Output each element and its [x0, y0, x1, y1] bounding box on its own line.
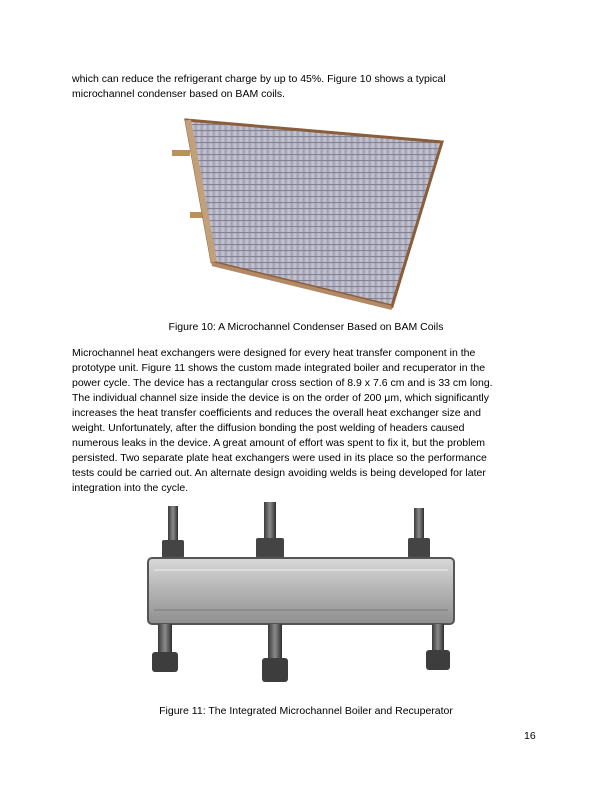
- page-number: 16: [524, 730, 536, 742]
- bottom-fitting-right: [426, 624, 450, 670]
- intro-line: which can reduce the refrigerant charge by up to 45%. Figure 10 shows a typical: [72, 73, 446, 85]
- body-line: persisted. Two separate plate heat exchangers were used in its place so the performance: [72, 452, 487, 464]
- heat-exchanger-block: [148, 558, 454, 624]
- figure-10-caption: Figure 10: A Microchannel Condenser Based on BAM Coils: [168, 321, 444, 333]
- boiler-recuperator-photo: [140, 500, 460, 690]
- intro-paragraph: [72, 72, 542, 102]
- bottom-fitting-left: [152, 624, 178, 672]
- top-fitting-center: [256, 502, 284, 558]
- body-line: The individual channel size inside the device is on the order of 200 μm, which significantly: [72, 392, 489, 404]
- inlet-pipe: [172, 150, 190, 156]
- body-line: weight. Unfortunately, after the diffusion bonding the post welding of headers caused: [72, 422, 465, 434]
- top-fitting-left: [162, 506, 184, 558]
- top-fitting-right: [408, 508, 430, 558]
- body-paragraph: [72, 346, 542, 496]
- bottom-fitting-center: [262, 624, 288, 682]
- body-line: increases the heat transfer coefficients and reduces the overall heat exchanger size and: [72, 407, 481, 419]
- condenser-body: [186, 120, 442, 306]
- body-line: power cycle. The device has a rectangular cross section of 8.9 x 7.6 cm and is 33 cm long.: [72, 377, 493, 389]
- body-line: prototype unit. Figure 11 shows the custom made integrated boiler and recuperator in the: [72, 362, 486, 374]
- body-line: tests could be carried out. An alternate design avoiding welds is being developed for later: [72, 467, 486, 479]
- intro-line: microchannel condenser based on BAM coils.: [72, 88, 286, 100]
- condenser-photo: [160, 112, 460, 312]
- figure-11-caption: Figure 11: The Integrated Microchannel Boiler and Recuperator: [159, 705, 453, 717]
- body-line: numerous leaks in the device. A great amount of effort was spent to fix it, but the problem: [72, 437, 486, 449]
- body-line: integration into the cycle.: [72, 482, 189, 494]
- body-line: Microchannel heat exchangers were designed for every heat transfer component in the: [72, 347, 476, 359]
